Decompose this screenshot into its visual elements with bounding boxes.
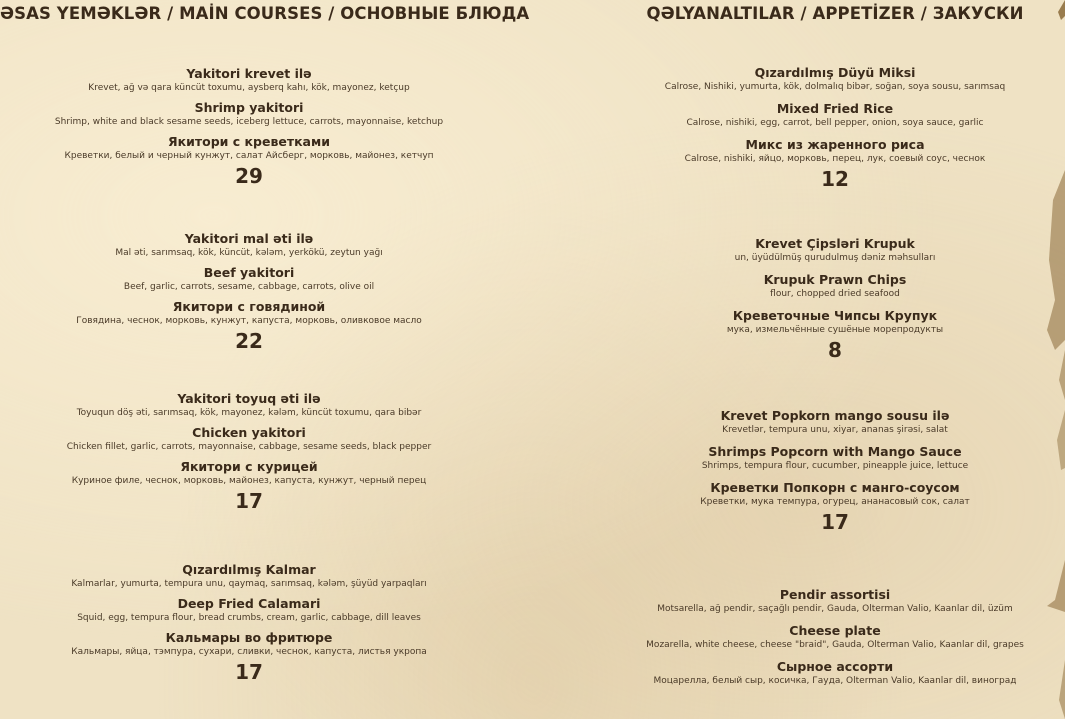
item-name-en: Beef yakitori xyxy=(203,265,295,280)
item-desc-az: un, üyüdülmüş qurudulmuş dəniz məhsulları xyxy=(734,253,936,263)
item-name-az: Yakitori mal əti ilə xyxy=(184,231,314,246)
menu-item xyxy=(0,66,498,187)
item-price: 29 xyxy=(235,164,263,188)
item-name-az: Qızardılmış Kalmar xyxy=(182,562,316,577)
item-name-az: Yakitori toyuq əti ilə xyxy=(177,391,321,406)
item-name-en: Shrimp yakitori xyxy=(194,100,304,115)
item-desc-ru: Креветки, белый и черный кунжут, салат Айсберг, морковь, майонез, кетчуп xyxy=(64,151,434,161)
main-courses-heading: ƏSAS YEMƏKLƏR / MAİN COURSES / ОСНОВНЫЕ БЛЮДА xyxy=(0,4,530,23)
item-desc-en: Squid, egg, tempura flour, bread crumbs, cream, garlic, cabbage, dill leaves xyxy=(77,613,421,623)
item-price: 8 xyxy=(828,338,842,362)
item-desc-az: Kalmarlar, yumurta, tempura unu, qaymaq, sarımsaq, kələm, şüyüd yarpaqları xyxy=(71,579,427,589)
item-desc-en: Shrimps, tempura flour, cucumber, pineapple juice, lettuce xyxy=(701,461,969,471)
menu-item xyxy=(600,587,1065,695)
item-name-ru: Микс из жаренного риса xyxy=(745,137,925,152)
item-desc-ru: мука, измельчённые сушёные морепродукты xyxy=(726,325,944,335)
item-name-ru: Якитори с креветками xyxy=(168,134,330,149)
item-desc-az: Mal əti, sarımsaq, kök, küncüt, kələm, yerkökü, zeytun yağı xyxy=(115,248,383,258)
item-name-en: Cheese plate xyxy=(789,623,881,638)
menu-item xyxy=(0,562,498,683)
menu-item xyxy=(600,236,1065,361)
item-price: 22 xyxy=(235,329,263,353)
item-desc-ru: Куриное филе, чеснок, морковь, майонез, капуста, кунжут, черный перец xyxy=(71,476,427,486)
appetizer-heading: QƏLYANALTILAR / APPETİZER / ЗАКУСКИ xyxy=(646,4,1024,23)
item-name-en: Chicken yakitori xyxy=(192,425,306,440)
item-desc-ru: Calrose, nishiki, яйцо, морковь, перец, лук, соевый соус, чеснок xyxy=(684,154,986,164)
item-name-ru: Якитори с курицей xyxy=(180,459,318,474)
item-name-en: Shrimps Popcorn with Mango Sauce xyxy=(708,444,962,459)
item-name-ru: Кальмары во фритюре xyxy=(165,630,333,645)
item-name-az: Qızardılmış Düyü Miksi xyxy=(754,65,916,80)
item-name-az: Pendir assortisi xyxy=(779,587,891,602)
item-price: 12 xyxy=(821,167,849,191)
item-name-en: Krupuk Prawn Chips xyxy=(763,272,907,287)
menu-item xyxy=(600,408,1065,533)
item-desc-en: Mozarella, white cheese, cheese "braid", Gauda, Olterman Valio, Kaanlar dil, grapes xyxy=(646,640,1024,650)
item-name-en: Deep Fried Calamari xyxy=(177,596,321,611)
item-name-az: Krevet Çipsləri Krupuk xyxy=(755,236,915,251)
menu-item xyxy=(600,65,1065,190)
item-desc-ru: Кальмары, яйца, тэмпура, сухари, сливки, чеснок, капуста, листья укропа xyxy=(71,647,427,657)
item-name-ru: Сырное ассорти xyxy=(776,659,894,674)
item-desc-ru: Креветки, мука темпура, огурец, ананасовый сок, салат xyxy=(700,497,970,507)
item-desc-az: Krevet, ağ və qara küncüt toxumu, aysberq kahı, kök, mayonez, ketçup xyxy=(88,83,410,93)
item-name-az: Yakitori krevet ilə xyxy=(186,66,312,81)
item-desc-az: Motsarella, ağ pendir, saçağlı pendir, Gauda, Olterman Valio, Kaanlar dil, üzüm xyxy=(657,604,1013,614)
item-desc-ru: Моцарелла, белый сыр, косичка, Гауда, Olterman Valio, Kaanlar dil, виноград xyxy=(653,676,1017,686)
item-desc-az: Toyuqun döş əti, sarımsaq, kök, mayonez, kələm, küncüt toxumu, qara bibər xyxy=(76,408,422,418)
item-desc-en: Calrose, nishiki, egg, carrot, bell pepper, onion, soya sauce, garlic xyxy=(686,118,984,128)
item-desc-en: Beef, garlic, carrots, sesame, cabbage, carrots, olive oil xyxy=(123,282,375,292)
item-price: 17 xyxy=(821,510,849,534)
item-name-en: Mixed Fried Rice xyxy=(776,101,894,116)
item-desc-az: Calrose, Nishiki, yumurta, kök, dolmalıq bibər, soğan, soya sousu, sarımsaq xyxy=(664,82,1006,92)
item-desc-az: Krevetlər, tempura unu, xiyar, ananas şirəsi, salat xyxy=(722,425,948,435)
item-desc-en: Chicken fillet, garlic, carrots, mayonnaise, cabbage, sesame seeds, black pepper xyxy=(66,442,432,452)
item-desc-ru: Говядина, чеснок, морковь, кунжут, капуста, морковь, оливковое масло xyxy=(76,316,422,326)
item-price: 17 xyxy=(235,660,263,684)
item-price: 17 xyxy=(235,489,263,513)
bamboo-decoration xyxy=(1025,0,1065,719)
item-name-ru: Якитори с говядиной xyxy=(172,299,326,314)
item-desc-en: flour, chopped dried seafood xyxy=(770,289,900,299)
menu-item xyxy=(0,231,498,352)
item-name-ru: Креветки Попкорн с манго-соусом xyxy=(710,480,960,495)
item-name-az: Krevet Popkorn mango sousu ilə xyxy=(720,408,950,423)
item-desc-en: Shrimp, white and black sesame seeds, iceberg lettuce, carrots, mayonnaise, ketchup xyxy=(54,117,444,127)
menu-item xyxy=(0,391,498,512)
item-name-ru: Креветочные Чипсы Крупук xyxy=(732,308,938,323)
